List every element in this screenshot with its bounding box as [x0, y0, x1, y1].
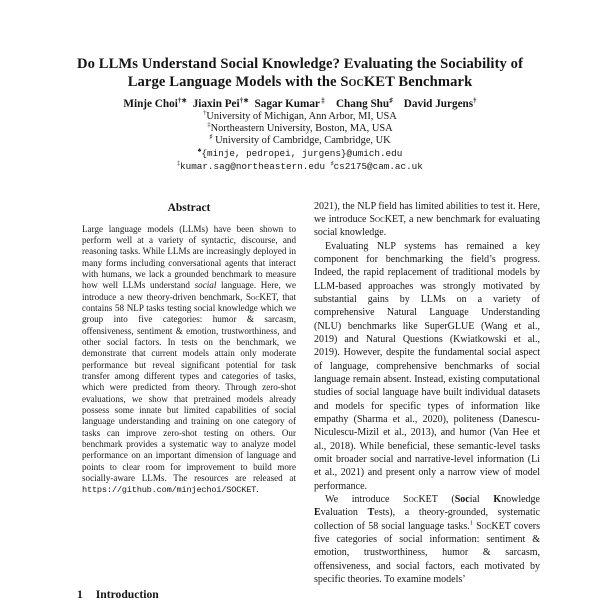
- text-segment: cs2175@cam.ac.uk: [333, 161, 423, 173]
- text-segment: ial: [469, 494, 494, 506]
- two-column-body: [0, 200, 600, 587]
- text-segment: Evaluating NLP systems has remained a key component for benchmarking the field’s progress. Indeed, the rapid replacement of traditional models by LLM-based approaches was strongly motivated by substantial gains by LLMs on a variety of comprehensive Natural Language Understanding (NLU) benchmarks like SuperGLUE (Wang et al., 2019) and Natural Questions (Kwiatkowski et al., 2019). However, despite the fundamental social aspect of language, comprehensive benchmarks of social language remain absent. Instead, existing computational studies of social language have built individual datasets and models for specific types of information like empathy (Sharma et al., 2020), politeness (Danescu-Niculescu-Mizil et al., 2013), and humor (Van Hee et al., 2018). While beneficial, these semantic-level tasks omit broader social and narrative-level information (Li et al., 2021) and present only a narrow view of model performance.: [314, 240, 540, 492]
- text-segment: valuation: [320, 507, 368, 519]
- section-label: Introduction: [95, 588, 159, 600]
- text-segment: Soc: [454, 494, 470, 506]
- body-paragraph-socket-intro: [314, 493, 540, 586]
- body-paragraph-continued: [314, 200, 540, 240]
- text-segment: KET: [259, 291, 277, 302]
- email-line-northeastern-cambridge: [0, 160, 600, 173]
- text-segment: †∗: [177, 96, 188, 105]
- affiliation-cambridge: [0, 135, 600, 147]
- author-line: [0, 98, 600, 111]
- affiliation-michigan: [0, 111, 600, 123]
- affiliation-northeastern: [0, 123, 600, 135]
- paper-title: [60, 55, 540, 91]
- text-segment: , a new benchmark for evaluating social knowledge.: [314, 213, 540, 239]
- text-segment: †: [203, 109, 207, 117]
- text-segment: Soc: [369, 213, 385, 225]
- text-segment: ‡: [177, 161, 181, 168]
- text-segment: University of Michigan, Ann Arbor, MI, USA: [206, 111, 397, 122]
- text-segment: Soc: [476, 520, 492, 532]
- text-segment: David Jurgens: [392, 98, 474, 110]
- section-number: 1: [77, 588, 83, 600]
- text-segment: social: [194, 280, 217, 291]
- text-segment: KET: [363, 74, 395, 90]
- text-segment: 2021), the NLP field has limited abilities to test it. Here, we introduce: [314, 200, 540, 225]
- text-segment: Do LLMs Understand Social Knowledge? Evaluating the Sociability of: [76, 56, 524, 72]
- text-segment: †∗: [239, 96, 249, 105]
- text-segment: ‡: [319, 96, 325, 105]
- text-segment: †: [473, 96, 477, 105]
- text-segment: Soc: [403, 494, 419, 506]
- github-repo-link[interactable]: https://github.com/minjechoi/SOCKET: [82, 485, 257, 496]
- text-segment: ♯: [330, 161, 334, 168]
- abstract-heading: Abstract: [167, 201, 211, 214]
- text-segment: Chang Shu: [324, 98, 390, 110]
- right-column: [314, 200, 540, 587]
- footnote-marker-1: 1: [469, 519, 473, 527]
- text-segment: KET: [418, 494, 438, 506]
- text-segment: KET: [491, 520, 511, 532]
- text-segment: T: [367, 507, 375, 519]
- paper-header: [0, 0, 600, 174]
- text-segment: Large Language Models with the: [127, 74, 341, 90]
- text-segment: ♯: [209, 133, 213, 141]
- text-segment: Benchmark: [394, 74, 473, 90]
- text-segment: ests), a theory-grounded, systematic collection of 58 social language tasks.: [314, 507, 540, 532]
- text-segment: kumar.sag@northeastern.edu: [180, 161, 326, 173]
- text-segment: (: [437, 494, 455, 506]
- text-segment: ♣: [197, 147, 202, 154]
- section-heading-introduction: [77, 588, 159, 600]
- text-segment: University of Cambridge, Cambridge, UK: [212, 134, 391, 146]
- text-segment: Soc: [246, 291, 260, 302]
- text-segment: .: [256, 484, 259, 495]
- text-segment: {minje, pedropei, jurgens}@umich.edu: [201, 147, 403, 159]
- left-column: [76, 200, 302, 587]
- text-segment: Northeastern University, Boston, MA, USA: [210, 122, 393, 134]
- text-segment: , that contains 58 NLP tasks testing social knowledge which we group into five categories: humor & sarcasm, offensiveness, sentiment & emotion, trustworthiness, and other social factors. In tests on the benchmark, we demonstrate that current models attain only moderate performance but reveal significant potential for task transfer among different types and categories of tasks, which were predicted from theory. Through zero-shot evaluations, we show that pretrained models already possess some innate but limited capabilities of social language understanding and training on one category of tasks can improve zero-shot testing on others. Our benchmark provides a systematic way to analyze model performance on an important dimension of language and points to clear room for improvement to build more socially-aware LLMs. The resources are released at: [82, 291, 296, 484]
- text-segment: Jiaxin Pei: [187, 98, 240, 110]
- email-line-umich: [0, 147, 600, 160]
- text-segment: nowledge: [501, 494, 540, 506]
- text-segment: Sagar Kumar: [248, 98, 320, 110]
- text-segment: Minje Choi: [123, 98, 178, 110]
- text-segment: ‡: [207, 121, 211, 129]
- text-segment: K: [493, 494, 502, 506]
- text-segment: ♯: [389, 96, 393, 105]
- abstract-text: [76, 224, 302, 497]
- body-paragraph-evaluating-nlp: [314, 240, 540, 494]
- text-segment: E: [314, 507, 321, 519]
- text-segment: covers five categories of social information: sentiment & emotion, trustworthiness, humor & sarcasm, offensiveness, and social factors, each motivated by specific theories. To examine models’: [314, 520, 541, 586]
- text-segment: We introduce: [325, 494, 404, 506]
- text-segment: Soc: [340, 74, 364, 90]
- text-segment: KET: [384, 213, 404, 225]
- text-segment: language. Here, we introduce a new theory-driven benchmark,: [82, 280, 296, 302]
- text-segment: Large language models (LLMs) have been shown to perform well at a variety of syntactic, discourse, and reasoning tasks. While LLMs are increasingly deployed in many forms including conversational agents that interact with humans, we lack a grounded benchmark to measure how well LLMs understand: [82, 223, 296, 291]
